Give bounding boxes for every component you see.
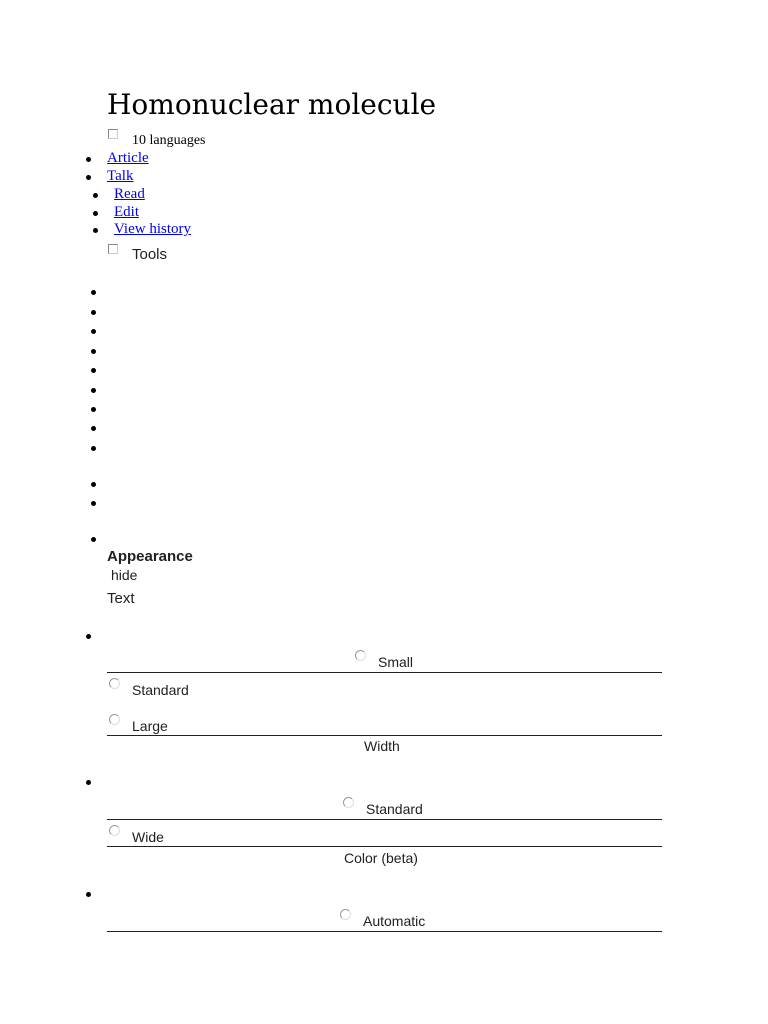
list-bullet bbox=[91, 426, 96, 431]
list-bullet bbox=[93, 193, 98, 198]
languages-checkbox[interactable] bbox=[108, 129, 118, 139]
color-automatic-radio[interactable] bbox=[340, 909, 351, 920]
appearance-heading: Appearance bbox=[107, 548, 193, 565]
page-title: Homonuclear molecule bbox=[107, 88, 437, 121]
text-size-standard-label[interactable]: Standard bbox=[132, 682, 189, 698]
list-bullet bbox=[91, 501, 96, 506]
width-standard-radio[interactable] bbox=[343, 797, 354, 808]
color-automatic-label[interactable]: Automatic bbox=[363, 913, 426, 929]
width-standard-label[interactable]: Standard bbox=[366, 801, 423, 817]
text-size-large-radio[interactable] bbox=[109, 714, 120, 725]
divider bbox=[107, 819, 662, 820]
list-bullet bbox=[91, 310, 96, 315]
languages-button[interactable]: 10 languages bbox=[132, 133, 206, 148]
list-bullet bbox=[86, 157, 91, 162]
list-bullet bbox=[91, 407, 96, 412]
text-size-small-radio[interactable] bbox=[355, 650, 366, 661]
list-bullet bbox=[93, 211, 98, 216]
list-bullet bbox=[91, 537, 96, 542]
tools-checkbox[interactable] bbox=[108, 244, 118, 254]
list-bullet bbox=[91, 368, 96, 373]
list-bullet bbox=[91, 290, 96, 295]
list-bullet bbox=[86, 780, 91, 785]
divider bbox=[107, 672, 662, 673]
list-bullet bbox=[91, 482, 96, 487]
divider bbox=[107, 735, 662, 736]
tab-article[interactable]: Article bbox=[107, 150, 149, 166]
list-bullet bbox=[86, 892, 91, 897]
tab-edit[interactable]: Edit bbox=[114, 204, 139, 220]
list-bullet bbox=[86, 175, 91, 180]
tab-talk[interactable]: Talk bbox=[107, 168, 134, 184]
list-bullet bbox=[86, 634, 91, 639]
list-bullet bbox=[91, 349, 96, 354]
width-wide-label[interactable]: Wide bbox=[132, 829, 164, 845]
list-bullet bbox=[91, 446, 96, 451]
tab-view-history[interactable]: View history bbox=[114, 221, 192, 237]
color-section-label: Color (beta) bbox=[344, 850, 418, 866]
text-section-label: Text bbox=[107, 590, 135, 607]
text-size-small-label[interactable]: Small bbox=[378, 654, 414, 670]
width-section-label: Width bbox=[364, 738, 400, 754]
divider bbox=[107, 931, 662, 932]
divider bbox=[107, 846, 662, 847]
text-size-standard-radio[interactable] bbox=[109, 678, 120, 689]
tab-read[interactable]: Read bbox=[114, 186, 145, 202]
list-bullet bbox=[91, 388, 96, 393]
tools-button[interactable]: Tools bbox=[132, 246, 168, 263]
list-bullet bbox=[91, 329, 96, 334]
text-size-large-label[interactable]: Large bbox=[132, 718, 168, 734]
appearance-hide-button[interactable]: hide bbox=[111, 567, 138, 583]
width-wide-radio[interactable] bbox=[109, 825, 120, 836]
list-bullet bbox=[93, 228, 98, 233]
